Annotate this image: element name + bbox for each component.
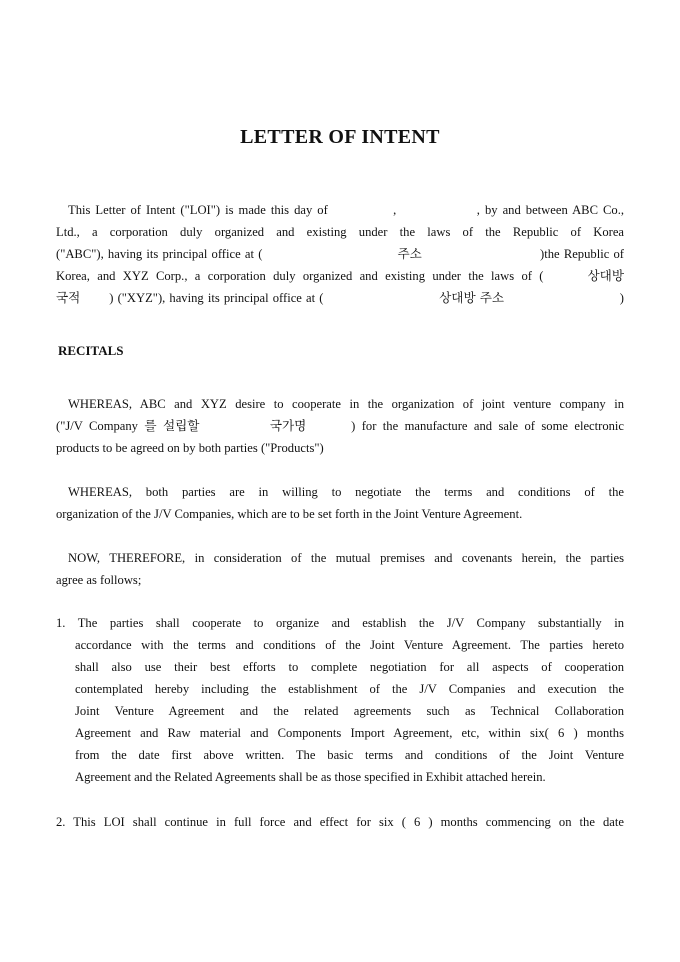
clause-2-line: 2. This LOI shall continue in full force and effect for six ( 6 ) months commencing on the date	[56, 815, 624, 829]
whereas-1-line: products to be agreed on by both parties ("Products")	[56, 441, 324, 455]
clause-1-line: Joint Venture Agreement and the related agreements such as Technical Collaboration	[75, 704, 624, 718]
clause-1-line: from the date first above written. The basic terms and conditions of the Joint Venture	[75, 748, 624, 762]
now-therefore-line: agree as follows;	[56, 573, 142, 587]
now-therefore-line: NOW, THEREFORE, in consideration of the mutual premises and covenants herein, the parties	[68, 551, 624, 565]
preamble-line: This Letter of Intent ("LOI") is made this day of , , by and between ABC Co.,	[68, 203, 624, 217]
preamble-line: 국적 ) ("XYZ"), having its principal office at ( 상대방 주소 )	[56, 291, 624, 305]
clause-1-line: contemplated hereby including the establishment of the J/V Companies and execution the	[75, 682, 624, 696]
whereas-2-line: organization of the J/V Companies, which are to be set forth in the Joint Venture Agreement.	[56, 507, 523, 521]
preamble-line: Korea, and XYZ Corp., a corporation duly organized and existing under the laws of ( 상대방	[56, 269, 624, 283]
document-title: LETTER OF INTENT	[240, 126, 440, 148]
whereas-1-line: WHEREAS, ABC and XYZ desire to cooperate in the organization of joint venture company in	[68, 397, 624, 411]
whereas-2-line: WHEREAS, both parties are in willing to negotiate the terms and conditions of the	[68, 485, 624, 499]
clause-1-line: Agreement and the Related Agreements shall be as those specified in Exhibit attached herein.	[75, 770, 546, 784]
clause-1-line: accordance with the terms and conditions of the Joint Venture Agreement. The parties hereto	[75, 638, 624, 652]
preamble-line: ("ABC"), having its principal office at ( 주소 )the Republic of	[56, 247, 624, 261]
clause-1-line: 1. The parties shall cooperate to organize and establish the J/V Company substantially in	[56, 616, 624, 630]
whereas-1-line: ("J/V Company 를 설립할 국가명 ) for the manufacture and sale of some electronic	[56, 419, 624, 433]
recitals-heading: RECITALS	[58, 343, 124, 358]
clause-1-line: shall also use their best efforts to complete negotiation for all aspects of cooperation	[75, 660, 624, 674]
clause-1-line: Agreement and Raw material and Components Import Agreement, etc, within six( 6 ) months	[75, 726, 624, 740]
preamble-line: Ltd., a corporation duly organized and existing under the laws of the Republic of Korea	[56, 225, 624, 239]
